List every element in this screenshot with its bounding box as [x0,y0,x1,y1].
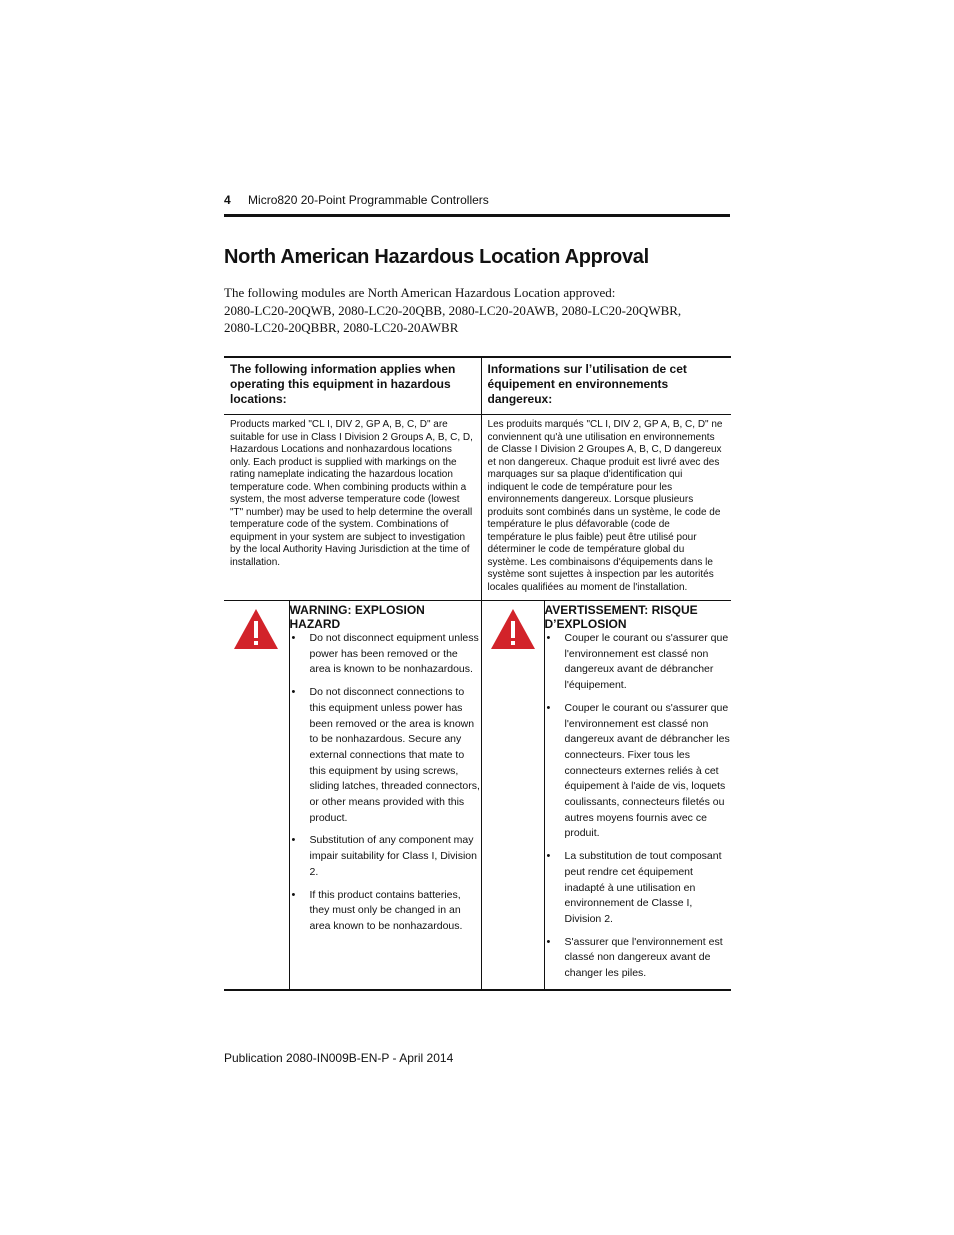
section-title: North American Hazardous Location Approval [224,246,649,268]
hazard-table [224,356,731,991]
warning-title-fr [545,603,732,631]
body-fr: Les produits marqués "CL I, DIV 2, GP A, B, C, D" ne conviennent qu'à une utilisation en environnements de Classe I Division 2 Groupes A, B, C, D dangereux et non dangereux. Chaque produit est livré avec des marquages sur sa plaque d'identification qui indiquent le code de température pour les environnements dangereux. Lorsque plusieurs produits sont combinés dans un système, le code de température le plus défavorable (code de température le plus faible) peut être utilisé pour déterminer le code de température global du système. Les combinaisons d'équipements dans le système sont sujettes à inspection par les autorités locales qualifiées au moment de l'installation. [481,415,731,601]
warning-title-en [290,603,481,631]
intro-paragraph [224,284,724,337]
list-item: • Do not disconnect connections to this equipment unless power has been removed or the area is known to be nonhazardous. Secure any external connections that mate to this equipment by using screws, sliding latches, threaded connectors, or other means provided with this product. [290,685,481,826]
warning-icon-cell-fr [481,601,544,990]
page-number: 4 [224,193,231,207]
intro-line: The following modules are North American Hazardous Location approved: [224,285,616,300]
body-en: Products marked "CL I, DIV 2, GP A, B, C, D" are suitable for use in Class I Division 2 Groups A, B, C, D, Hazardous Locations and nonhazardous locations only. Each product is supplied with markings on the rating nameplate indicating the hazardous location temperature code. When combining products within a system, the most adverse temperature code (lowest "T" number) may be used to help determine the overall temperature code of the system. Combinations of equipment in your system are subject to investigation by the local Authority Having Jurisdiction at the time of installation. [224,415,481,601]
intro-line: 2080-LC20-20QBBR, 2080-LC20-20AWBR [224,320,459,335]
publication-footer: Publication 2080-IN009B-EN-P - April 2014 [224,1051,454,1065]
warning-triangle-icon [232,607,280,651]
list-item: • Couper le courant ou s'assurer que l'environnement est classé non dangereux avant de débrancher les connecteurs. Fixer tous les connecteurs externes reliés à cet équipement à l'aide de vis, loquets coulissants, connecteurs filetés ou autres moyens fournis avec ce produit. [545,701,732,842]
running-header [224,192,730,208]
intro-line: 2080-LC20-20QWB, 2080-LC20-20QBB, 2080-LC20-20AWB, 2080-LC20-20QWBR, [224,302,682,318]
list-item: • La substitution de tout composant peut rendre cet équipement inadapté à une utilisation en environnement de Classe I, Division 2. [545,849,732,928]
warning-en [289,601,481,990]
warning-list-en [290,631,481,935]
list-item: • If this product contains batteries, they must only be changed in an area known to be nonhazardous. [290,888,481,935]
warning-triangle-icon [489,607,537,651]
header-en: The following information applies when operating this equipment in hazardous locations: [224,357,481,415]
header-rule [224,214,730,217]
warning-title-line: HAZARD [289,617,341,631]
warning-title-line: D’EXPLOSION [544,617,627,631]
warning-fr [544,601,731,990]
warning-title-line: WARNING: EXPLOSION [289,603,425,617]
warning-title-line: AVERTISSEMENT: RISQUE [544,603,698,617]
list-item: • Substitution of any component may impair suitability for Class I, Division 2. [290,833,481,880]
list-item: • Couper le courant ou s'assurer que l'environnement est classé non dangereux avant de débrancher l'équipement. [545,631,732,694]
warning-list-fr [545,631,732,982]
list-item: • S'assurer que l'environnement est classé non dangereux avant de changer les piles. [545,935,732,982]
header-fr: Informations sur l’utilisation de cet équipement en environnements dangereux: [481,357,731,415]
warning-icon-cell-en [224,601,289,990]
running-title: Micro820 20-Point Programmable Controllers [248,193,489,207]
list-item: • Do not disconnect equipment unless power has been removed or the area is known to be nonhazardous. [290,631,481,678]
